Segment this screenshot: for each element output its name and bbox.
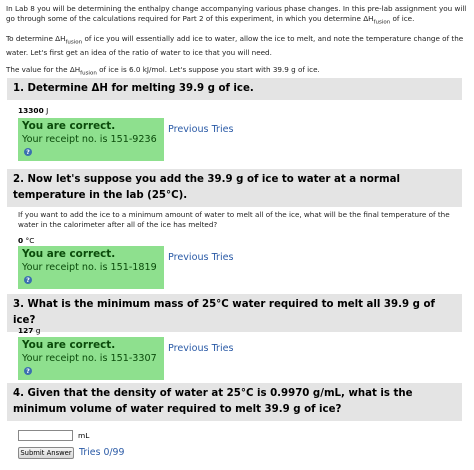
answer-input[interactable] xyxy=(18,430,73,441)
intro-paragraph-2: To determine $\Delta H_{fusion}$ of ice you will essentially add ice to water, allow the ice to melt, and note the temperature change of the water. Let's first get an idea of the ratio of water to ice that you will need. xyxy=(6,34,464,57)
previous-tries-link[interactable]: Previous Tries xyxy=(168,124,234,135)
correct-status: You are correct. xyxy=(22,120,116,132)
answer-unit: g xyxy=(35,326,41,335)
answer-unit: °C xyxy=(25,236,35,245)
tries-counter: Tries 0/99 xyxy=(79,447,125,458)
submit-answer-button[interactable]: Submit Answer xyxy=(18,447,74,459)
previous-tries-link[interactable]: Previous Tries xyxy=(168,343,234,354)
question-2-answer xyxy=(18,236,34,245)
intro-paragraph-3: The value for the $\Delta H_{fusion}$ of ice is 6.0 kJ/mol. Let's suppose you start with 39.9 g of ice. xyxy=(6,64,320,77)
question-1-feedback xyxy=(18,118,164,161)
answer-value: 13300 xyxy=(18,106,44,115)
question-2-feedback xyxy=(18,246,164,289)
question-3-heading: 3. What is the minimum mass of 25°C water required to melt all 39.9 g of ice? xyxy=(7,294,462,332)
question-1-answer xyxy=(18,106,48,115)
question-3-feedback xyxy=(18,337,164,380)
question-2-text: If you want to add the ice to a minimum amount of water to melt all of the ice, what will be the final temperature of the water in the calorimeter after all of the ice has melted? xyxy=(18,210,450,229)
question-1-heading: 1. Determine ΔH for melting 39.9 g of ice. xyxy=(7,78,462,100)
correct-status: You are correct. xyxy=(22,248,116,260)
help-icon[interactable]: ? xyxy=(24,276,32,284)
receipt-text: Your receipt no. is 151-1819? xyxy=(22,262,157,284)
question-2-heading: 2. Now let's suppose you add the 39.9 g of ice to water at a normal temperature in the lab (25°C). xyxy=(7,169,462,207)
receipt-text: Your receipt no. is 151-3307? xyxy=(22,353,157,375)
answer-value: 127 xyxy=(18,326,34,335)
correct-status: You are correct. xyxy=(22,339,116,351)
intro-paragraph-1: In Lab 8 you will be determining the enthalpy change accompanying various phase changes. In this pre-lab assignment you will go through some of the calculations required for Part 2 of this experiment, in which you determine $\Delta H_{fusion}$ of ice. xyxy=(6,4,467,26)
help-icon[interactable]: ? xyxy=(24,148,32,156)
answer-value: 0 xyxy=(18,236,24,245)
question-3-answer xyxy=(18,326,41,335)
answer-unit: J xyxy=(46,106,49,115)
help-icon[interactable]: ? xyxy=(24,367,32,375)
previous-tries-link[interactable]: Previous Tries xyxy=(168,252,234,263)
intro-text xyxy=(6,4,468,85)
answer-unit: mL xyxy=(78,431,90,440)
question-4-heading: 4. Given that the density of water at 25°C is 0.9970 g/mL, what is the minimum volume of water required to melt 39.9 g of ice? xyxy=(7,383,462,421)
receipt-text: Your receipt no. is 151-9236? xyxy=(22,134,157,156)
